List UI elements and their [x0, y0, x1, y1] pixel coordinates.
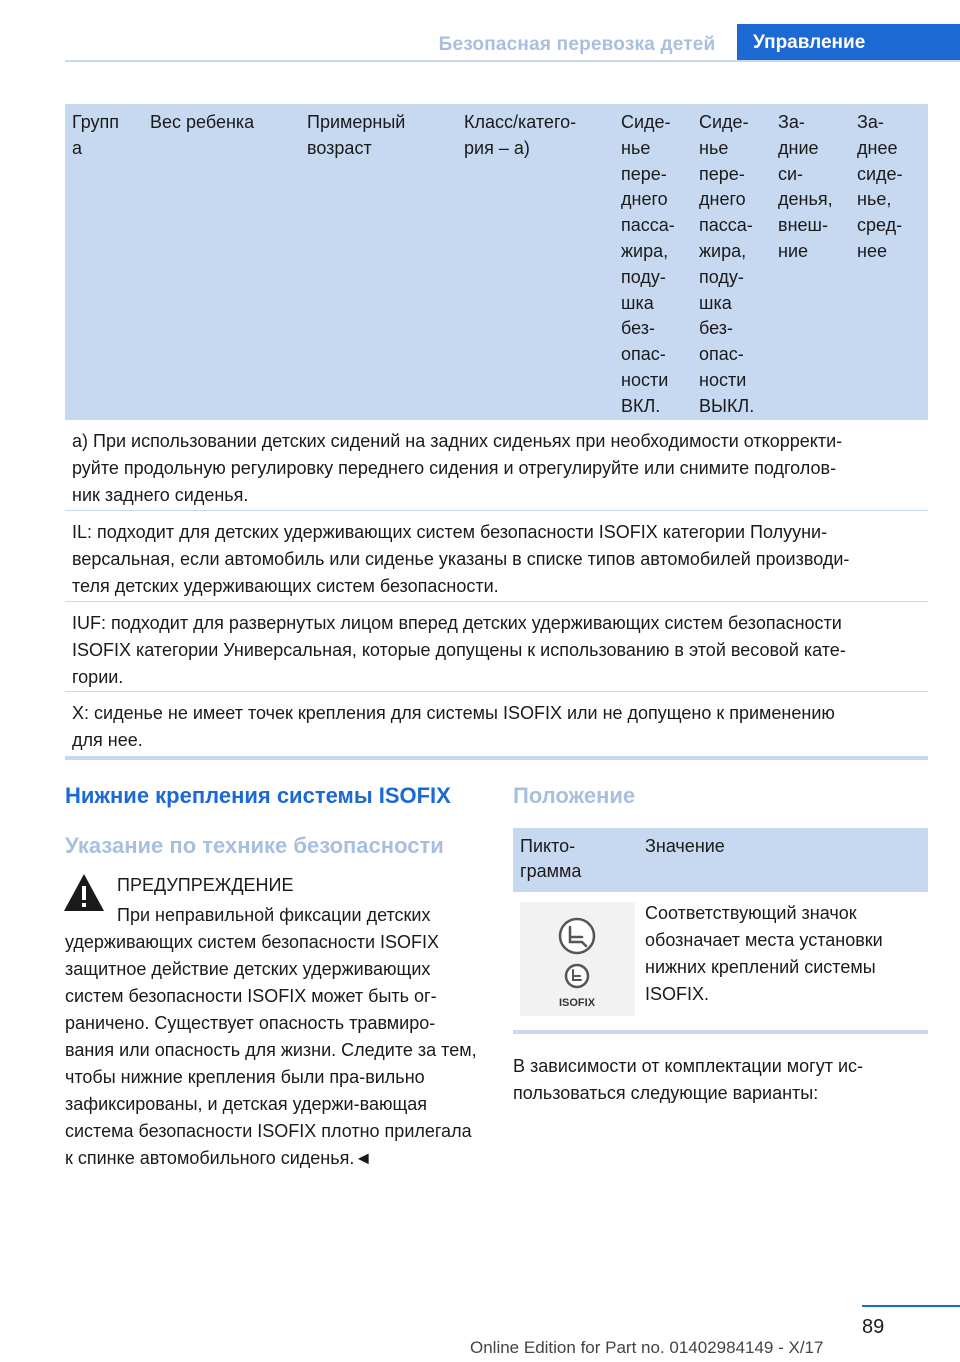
edition-text: Online Edition for Part no. 01402984149 - X/17	[470, 1338, 824, 1357]
table-note-x: X: сиденье не имеет точек крепления для системы ISOFIX или не допущено к применению для нее.	[65, 692, 928, 760]
col-header-class: Класс/катего- рия – a)	[464, 112, 577, 158]
warning-title: ПРЕДУПРЕЖДЕНИЕ	[117, 875, 294, 895]
isofix-seat-icon	[520, 902, 635, 1016]
table-header-row	[65, 104, 928, 420]
col-header-front-airbag-off: Сиде- нье пере- днего пасса- жира, поду- шка без- опас- ности ВЫКЛ.	[699, 112, 755, 416]
col-header-weight: Вес ребенка	[150, 112, 255, 132]
isofix-pictogram	[520, 902, 635, 1016]
pictogram-table	[513, 828, 928, 1034]
child-seat-table	[65, 104, 928, 760]
pictogram-cell	[513, 892, 638, 1030]
chapter-tab: Управление	[737, 24, 960, 62]
header-rule	[65, 60, 960, 62]
page-number: 89	[862, 1316, 885, 1338]
section-heading: Нижние крепления системы ISOFIX	[65, 783, 451, 808]
col-header-meaning: Значение	[645, 836, 725, 856]
table-row	[513, 892, 928, 1034]
table-note-il: IL: подходит для детских удерживающих систем безопасности ISOFIX категории Полууни- версальная, если автомобиль или сиденье указаны в списке типов автомобилей производи- теля детских удерживающих систем безопасности.	[65, 511, 928, 602]
col-header-rear-outer: За- дние си- денья, внеш- ние	[778, 112, 833, 261]
isofix-label: ISOFIX	[558, 997, 596, 1009]
col-header-age: Примерный возраст	[307, 112, 406, 158]
warning-text: При неправильной фиксации детских удерживающих систем безопасности ISOFIX защитное действие детских удерживающих систем безопасности ISOFIX может быть ог-раничено. Существует опасность травмиро-вания или опасность для жизни. Следите за тем, чтобы нижние крепления были пра-вильно зафиксированы, и детская удержи-вающая система безопасности ISOFIX плотно прилегала к спинке автомобильного сиденья.◄	[65, 905, 477, 1168]
col-header-rear-center: За- днее сиде- нье, сред- нее	[857, 112, 903, 261]
footer-rule	[862, 1305, 960, 1307]
subsection-heading: Указание по технике безопасности	[65, 833, 444, 858]
table-note-a: a) При использовании детских сидений на задних сиденьях при необходимости откорректи- руйте продольную регулировку переднего сидения и отрегулируйте или снимите подголов- ник заднего сиденья.	[65, 420, 928, 511]
position-heading: Положение	[513, 783, 636, 808]
col-header-front-airbag-on: Сиде- нье пере- днего пасса- жира, поду- шка без- опас- ности ВКЛ.	[621, 112, 675, 416]
variants-intro: В зависимости от комплектации могут ис-пользоваться следующие варианты:	[513, 1056, 864, 1103]
col-header-pictogram: Пикто- грамма	[520, 836, 582, 881]
col-header-group: Групп а	[72, 112, 120, 158]
table-note-iuf: IUF: подходит для развернутых лицом вперед детских удерживающих систем безопасности ISOFIX категории Универсальная, которые допущены к использованию в этой весовой кате- гории.	[65, 602, 928, 692]
pictogram-description: Соответствующий значок обозначает места установки нижних креплений системы ISOFIX.	[645, 903, 883, 1004]
running-section-title: Безопасная перевозка детей	[438, 34, 716, 55]
pictogram-table-header	[513, 828, 928, 892]
